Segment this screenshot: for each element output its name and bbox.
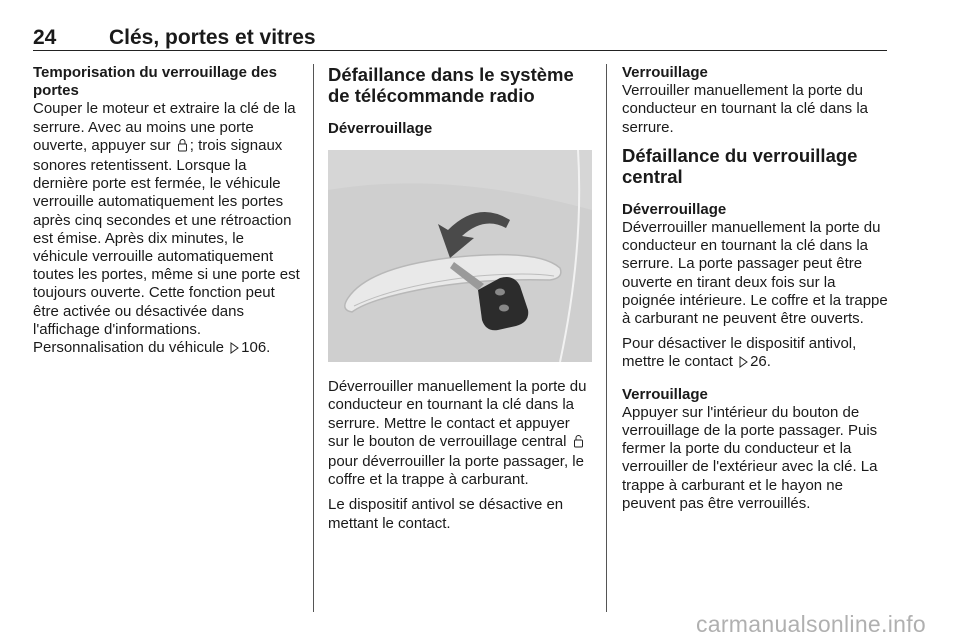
delay-lock-paragraph bbox=[33, 100, 303, 359]
subheading-unlocking: Déverrouillage bbox=[328, 120, 433, 137]
unlock-icon bbox=[573, 434, 584, 453]
antitheft-deactivate-paragraph bbox=[622, 335, 892, 373]
unlock-text-b: pour déverrouiller la porte passager, le coffre et la trappe à carburant. bbox=[328, 453, 584, 489]
locking-paragraph-2: Appuyer sur l'intérieur du bouton de verrouillage de la porte passager. Puis fermer la porte du conducteur et la verrouiller de l'extérieur avec la clé. La trappe à carburant et le hayon ne peuvent pas être verrouillés. bbox=[622, 403, 878, 512]
subheading-locking-2: Verrouillage bbox=[622, 385, 708, 403]
page-reference-arrow-icon bbox=[739, 355, 748, 373]
reference-page: 106. bbox=[241, 339, 271, 357]
door-handle-key-illustration bbox=[328, 150, 592, 362]
section-heading-delay-lock: Temporisation du verrouillage des portes bbox=[33, 64, 277, 100]
reference-page-2: 26. bbox=[750, 353, 771, 371]
locking-paragraph: Verrouiller manuellement la porte du conducteur en tournant la clé dans la serrure. bbox=[622, 82, 868, 136]
unlocking-paragraph-2: Déverrouiller manuellement la porte du conducteur en tournant la clé dans la serrure. La porte passager peut être ouverte en tirant deux fois sur la poignée intérieure. Le coffre et la trappe à carburant ne peuvent être ouverts. bbox=[622, 219, 888, 328]
column-divider-2 bbox=[606, 64, 607, 612]
column-2 bbox=[328, 64, 592, 540]
lock-icon bbox=[177, 138, 188, 157]
unlock-paragraph bbox=[328, 378, 592, 489]
unlock-text-a: Déverrouiller manuellement la porte du conducteur en tournant la clé dans la serrure. Mettre le contact et appuyer sur le bouton de verrouillage central bbox=[328, 378, 587, 450]
antitheft-text: Pour désactiver le dispositif antivol, mettre le contact bbox=[622, 335, 857, 371]
watermark: carmanualsonline.info bbox=[695, 611, 926, 637]
column-divider-1 bbox=[313, 64, 314, 612]
section-title-remote-failure: Défaillance dans le système de télécommande radio bbox=[328, 64, 574, 106]
delay-lock-text-a: Couper le moteur et extraire la clé de la serrure. Avec au moins une porte ouverte, appuyer sur bbox=[33, 100, 296, 154]
column-3 bbox=[622, 64, 892, 520]
subheading-locking: Verrouillage bbox=[622, 64, 708, 81]
subheading-unlocking-2: Déverrouillage bbox=[622, 200, 727, 218]
chapter-title: Clés, portes et vitres bbox=[109, 26, 316, 49]
antitheft-paragraph: Le dispositif antivol se désactive en mettant le contact. bbox=[328, 496, 564, 532]
column-1 bbox=[33, 64, 303, 366]
page-reference-arrow-icon bbox=[230, 341, 239, 359]
delay-lock-text-b: ; trois signaux sonores retentissent. Lorsque la dernière porte est fermée, le véhicule verrouille automatiquement les portes après cinq secondes et une rétroaction est émise. Après dix minutes, le véhicule verrouille automatiquement toutes les portes, même si une porte est toujours ouverte. Cette fonction peut être activée ou désactivée dans l'affichage d'informations. Personnalisation du véhicule bbox=[33, 136, 300, 357]
section-title-central-lock-failure: Défaillance du verrouillage central bbox=[622, 144, 858, 187]
page-header bbox=[33, 26, 887, 51]
page-number: 24 bbox=[33, 26, 57, 49]
